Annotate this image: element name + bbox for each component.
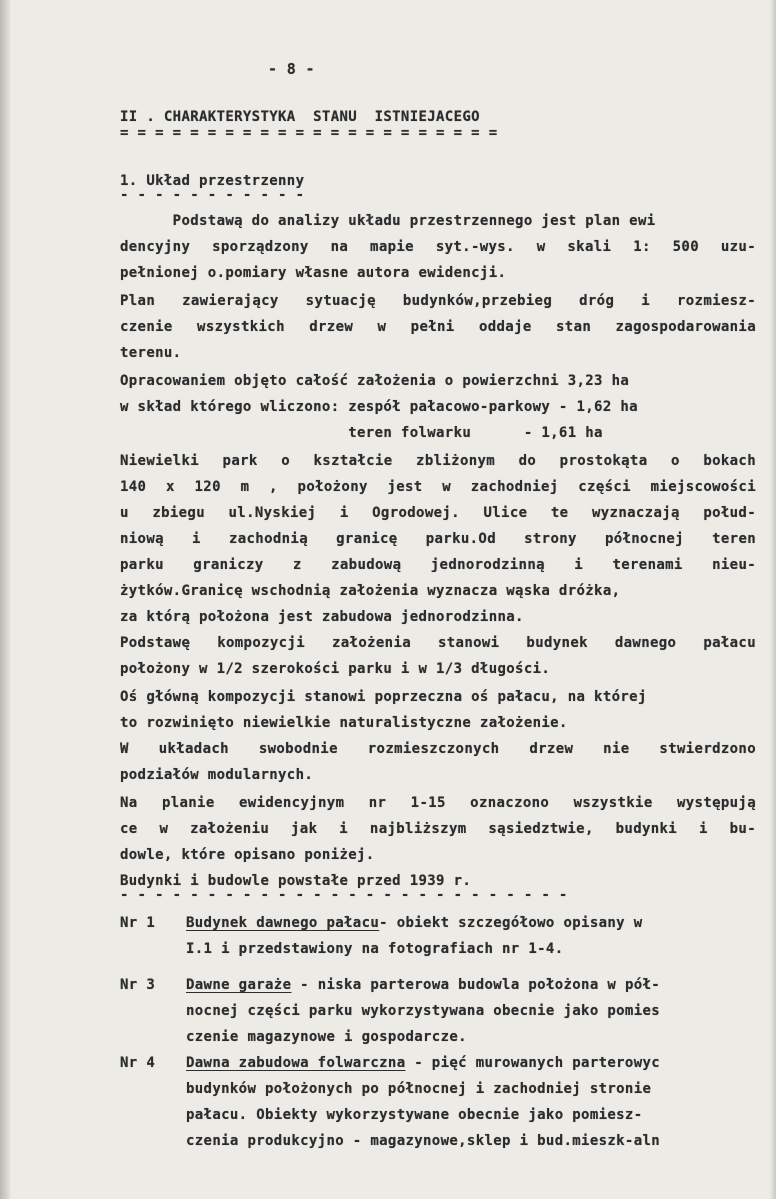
entry-text: - niska parterowa budowla położona w pół- <box>291 977 661 993</box>
body-line: pełnionej o.pomiary własne autora ewidencji. <box>120 265 507 281</box>
entry-title: Budynek dawnego pałacu <box>186 915 380 931</box>
body-line: niową i zachodnią granicę parku.Od strony północnej teren <box>120 531 756 547</box>
entry-line: czenia produkcyjno - magazynowe,sklep i bud.mieszk-aln <box>186 1133 661 1149</box>
body-line: Niewielki park o kształcie zbliżonym do prostokąta o bokach <box>120 453 756 469</box>
body-line: u zbiegu ul.Nyskiej i Ogrodowej. Ulice te wyznaczają połud- <box>120 505 756 521</box>
body-line: w skład którego wliczono: zespół pałacowo-parkowy - 1,62 ha <box>120 399 638 415</box>
entry-number: Nr 3 <box>120 977 156 993</box>
body-line: Oś główną kompozycji stanowi poprzeczna oś pałacu, na której <box>120 689 647 705</box>
entry-line: czenie magazynowe i gospodarcze. <box>186 1029 467 1045</box>
body-line: czenie wszystkich drzew w pełni oddaje stan zagospodarowania <box>120 319 756 335</box>
body-line: terenu. <box>120 345 182 361</box>
body-line: W układach swobodnie rozmieszczonych drzew nie stwierdzono <box>120 741 756 757</box>
entry-line: budynków położonych po północnej i zachodniej stronie <box>186 1081 652 1097</box>
list-heading-underline: - - - - - - - - - - - - - - - - - - - - - - - - - - <box>120 887 568 903</box>
subsection-title: 1. Układ przestrzenny <box>120 173 305 189</box>
body-line: Budynki i budowle powstałe przed 1939 r. <box>120 873 472 889</box>
section-title: II . CHARAKTERYSTYKA STANU ISTNIEJACEGO <box>120 109 480 125</box>
body-line: Opracowaniem objęto całość założenia o powierzchni 3,23 ha <box>120 373 630 389</box>
entry-first-line <box>186 1054 660 1072</box>
body-line: 140 x 120 m , położony jest w zachodniej części miejscowości <box>120 479 756 495</box>
page-edge-shadow <box>0 0 10 1199</box>
page-number: - 8 - <box>268 60 315 78</box>
body-line: dowle, które opisano poniżej. <box>120 847 375 863</box>
body-line: Podstawą do analizy układu przestrzennego jest plan ewi <box>120 213 656 229</box>
body-line: Podstawę kompozycji założenia stanowi budynek dawnego pałacu <box>120 635 756 651</box>
body-line: teren folwarku - 1,61 ha <box>120 425 603 441</box>
entry-text: - pięć murowanych parterowyc <box>405 1055 661 1071</box>
body-line: podziałów modularnych. <box>120 767 314 783</box>
entry-line: pałacu. Obiekty wykorzystywane obecnie jako pomiesz- <box>186 1107 643 1123</box>
body-line: parku graniczy z zabudową jednorodzinną i terenami nieu- <box>120 557 756 573</box>
entry-first-line <box>186 976 660 994</box>
entry-text: - obiekt szczegółowo opisany w <box>379 915 643 931</box>
entry-number: Nr 4 <box>120 1055 156 1071</box>
section-title-underline: = = = = = = = = = = = = = = = = = = = = = = <box>120 125 498 141</box>
page-edge-shadow-right <box>770 0 776 1199</box>
body-line: to rozwinięto niewielkie naturalistyczne założenie. <box>120 715 568 731</box>
entry-line: I.1 i przedstawiony na fotografiach nr 1-4. <box>186 941 564 957</box>
entry-line: nocnej części parku wykorzystywana obecnie jako pomies <box>186 1003 661 1019</box>
subsection-underline: - - - - - - - - - - - <box>120 187 305 203</box>
body-line: położony w 1/2 szerokości parku i w 1/3 długości. <box>120 661 551 677</box>
entry-first-line <box>186 914 643 932</box>
body-line: za którą położona jest zabudowa jednorodzinna. <box>120 609 524 625</box>
body-line: ce w założeniu jak i najbliższym sąsiedztwie, budynki i bu- <box>120 821 756 837</box>
entry-title: Dawna zabudowa folwarczna <box>186 1055 406 1071</box>
body-line: żytków.Granicę wschodnią założenia wyznacza wąska dróżka, <box>120 583 621 599</box>
body-line: Plan zawierający sytuację budynków,przebieg dróg i rozmiesz- <box>120 293 756 309</box>
body-line: dencyjny sporządzony na mapie syt.-wys. w skali 1: 500 uzu- <box>120 239 756 255</box>
entry-number: Nr 1 <box>120 915 156 931</box>
body-line: Na planie ewidencyjnym nr 1-15 oznaczono wszystkie występują <box>120 795 756 811</box>
entry-title: Dawne garaże <box>186 977 292 993</box>
